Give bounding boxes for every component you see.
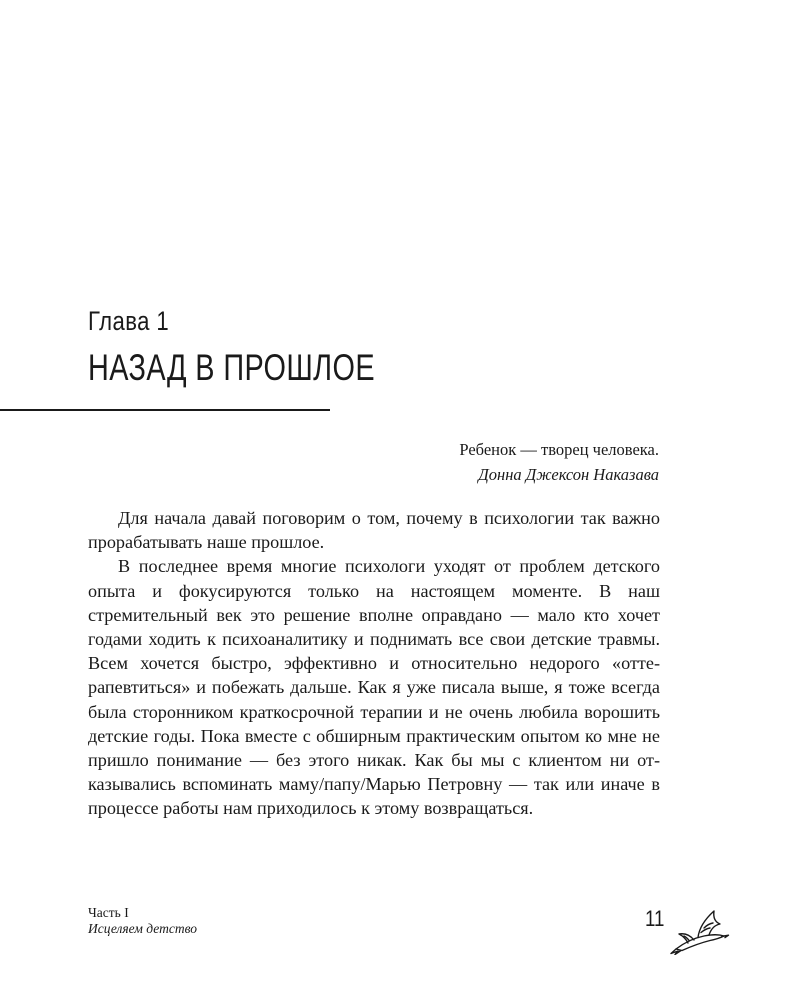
page-number: 11 bbox=[645, 906, 665, 931]
epigraph-quote: Ребенок — творец человека. bbox=[459, 440, 659, 459]
footer-part-name: Исцеляем детство bbox=[88, 921, 198, 936]
epigraph bbox=[259, 437, 659, 487]
chapter-label: Глава 1 bbox=[88, 306, 170, 336]
chapter-title: НАЗАД В ПРОШЛОЕ bbox=[88, 347, 375, 388]
footer-part: Часть I bbox=[88, 905, 129, 920]
paragraph: В последнее время многие психологи уходят от проблем детского опыта и фокусируются только на настоящем моменте. В наш стремительный век это решение вполне оправдано — мало кто хочет годами ходить к психоаналитику и поднимать все свои детские травмы. Всем хочется быстро, эффективно и относительно недорого «оттерапевтиться» и побежать дальше. Как я уже писала выше, я тоже всегда была сторонником краткосрочной терапии и не очень любила ворошить детские годы. Пока вместе с обширным практическим опытом ко мне не пришло понимание — без этого никак. Как бы мы с клиентом ни отказывались вспоминать маму/папу/Марью Петровну — так или иначе в процессе работы нам приходилось к этому возвращаться. bbox=[88, 556, 660, 819]
running-footer bbox=[88, 905, 197, 937]
body-text bbox=[88, 506, 660, 821]
title-divider bbox=[0, 409, 330, 411]
epigraph-author: Донна Джексон Наказава bbox=[478, 465, 659, 484]
paragraph: Для начала давай поговорим о том, почему в психологии так важно прорабатывать наше прошлое. bbox=[88, 508, 660, 553]
bird-icon bbox=[668, 905, 730, 955]
